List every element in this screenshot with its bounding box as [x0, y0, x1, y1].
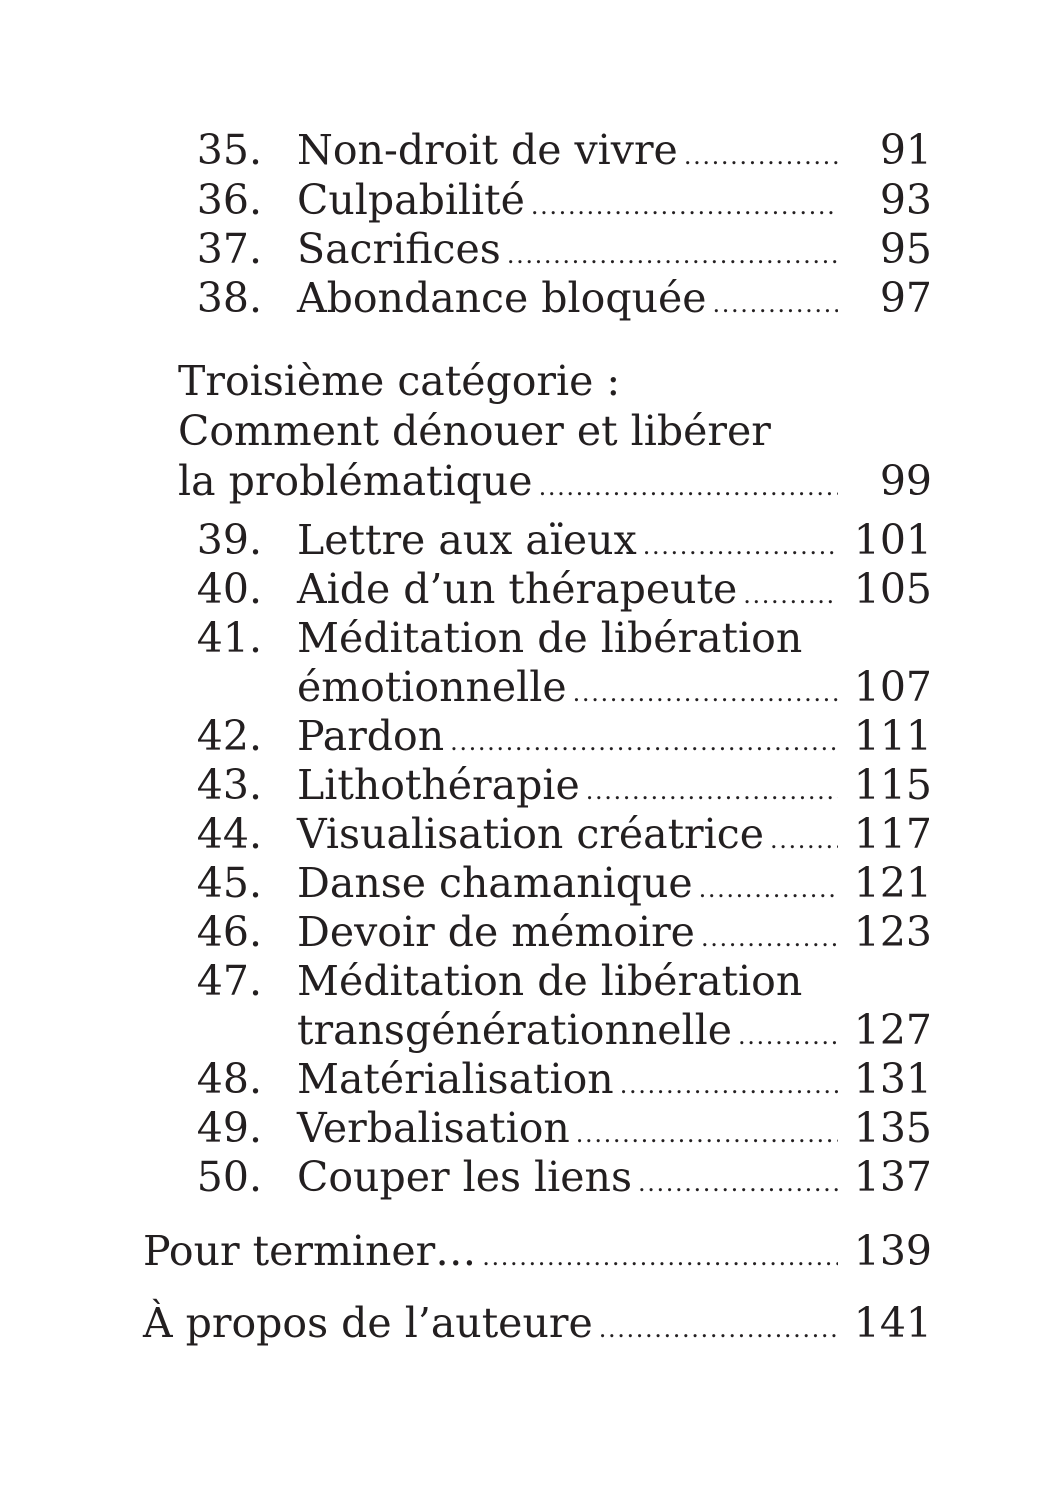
entry-title: Matérialisation [297, 1055, 614, 1103]
toc-entry[interactable] [0, 223, 1051, 275]
entry-page: 93 [879, 176, 932, 224]
category-heading-line2: Comment dénouer et libérer [178, 407, 771, 455]
entry-page: 111 [853, 712, 932, 760]
entry-title: Devoir de mémoire [297, 908, 695, 956]
entry-title: Danse chamanique [297, 859, 693, 907]
toc-entry[interactable] [0, 906, 1051, 958]
entry-page: 139 [853, 1227, 932, 1275]
toc-entry[interactable] [0, 857, 1051, 909]
toc-entry-closing[interactable] [0, 1225, 1051, 1277]
entry-number: 37. [196, 225, 262, 273]
entry-number: 45. [196, 859, 262, 907]
entry-page: 107 [853, 663, 932, 711]
entry-number: 40. [196, 565, 262, 613]
entry-number: 46. [196, 908, 262, 956]
entry-page: 121 [853, 859, 932, 907]
entry-title: Aide d’un thérapeute [297, 565, 738, 613]
entry-title: Lithothérapie [297, 761, 580, 809]
toc-entry[interactable] [0, 174, 1051, 226]
entry-page: 141 [853, 1299, 932, 1347]
entry-title: Verbalisation [297, 1104, 570, 1152]
toc-entry[interactable] [0, 710, 1051, 762]
entry-title-line1: Méditation de libération [297, 614, 803, 662]
toc-entry[interactable] [0, 124, 1051, 176]
category-entry[interactable] [0, 455, 1051, 507]
toc-entry[interactable] [0, 1151, 1051, 1203]
leader-dots [482, 1231, 838, 1283]
toc-entry[interactable] [0, 563, 1051, 615]
entry-number: 42. [196, 712, 262, 760]
entry-title: Pardon [297, 712, 445, 760]
entry-number: 48. [196, 1055, 262, 1103]
entry-title-line1: Méditation de libération [297, 957, 803, 1005]
entry-page: 127 [853, 1006, 932, 1054]
entry-title: Couper les liens [297, 1153, 632, 1201]
toc-entry[interactable] [0, 955, 1051, 1007]
entry-page: 99 [879, 457, 932, 505]
toc-entry[interactable] [0, 514, 1051, 566]
entry-number: 38. [196, 274, 262, 322]
toc-entry[interactable] [0, 759, 1051, 811]
entry-title: transgénérationnelle [297, 1006, 733, 1054]
entry-page: 91 [879, 126, 932, 174]
entry-title: Pour terminer… [143, 1227, 477, 1275]
entry-number: 39. [196, 516, 262, 564]
toc-entry-continuation[interactable] [0, 1004, 1051, 1056]
toc-entry[interactable] [0, 612, 1051, 664]
entry-page: 131 [853, 1055, 932, 1103]
entry-title: Non-droit de vivre [297, 126, 678, 174]
leader-dots [599, 1303, 838, 1355]
entry-title: émotionnelle [297, 663, 567, 711]
entry-number: 44. [196, 810, 262, 858]
entry-page: 95 [879, 225, 932, 273]
toc-entry-closing[interactable] [0, 1297, 1051, 1349]
entry-page: 97 [879, 274, 932, 322]
entry-title: Visualisation créatrice [297, 810, 764, 858]
entry-page: 137 [853, 1153, 932, 1201]
entry-number: 36. [196, 176, 262, 224]
entry-page: 101 [853, 516, 932, 564]
entry-title: Culpabilité [297, 176, 525, 224]
toc-entry-continuation[interactable] [0, 661, 1051, 713]
entry-number: 47. [196, 957, 262, 1005]
category-heading-line3: la problématique [178, 457, 533, 505]
entry-number: 43. [196, 761, 262, 809]
category-heading-line1: Troisième catégorie : [178, 357, 621, 405]
entry-page: 135 [853, 1104, 932, 1152]
leader-dots [638, 1157, 838, 1209]
entry-page: 123 [853, 908, 932, 956]
entry-number: 35. [196, 126, 262, 174]
toc-entry[interactable] [0, 808, 1051, 860]
entry-number: 50. [196, 1153, 262, 1201]
entry-title: Sacrifices [297, 225, 501, 273]
toc-entry[interactable] [0, 272, 1051, 324]
entry-page: 117 [853, 810, 932, 858]
entry-title: Abondance bloquée [297, 274, 707, 322]
entry-title: Lettre aux aïeux [297, 516, 637, 564]
leader-dots [539, 461, 838, 513]
leader-dots [713, 278, 838, 330]
toc-entry[interactable] [0, 1102, 1051, 1154]
entry-number: 49. [196, 1104, 262, 1152]
entry-title: À propos de l’auteure [143, 1299, 593, 1347]
entry-page: 105 [853, 565, 932, 613]
entry-page: 115 [853, 761, 932, 809]
entry-number: 41. [196, 614, 262, 662]
toc-entry[interactable] [0, 1053, 1051, 1105]
